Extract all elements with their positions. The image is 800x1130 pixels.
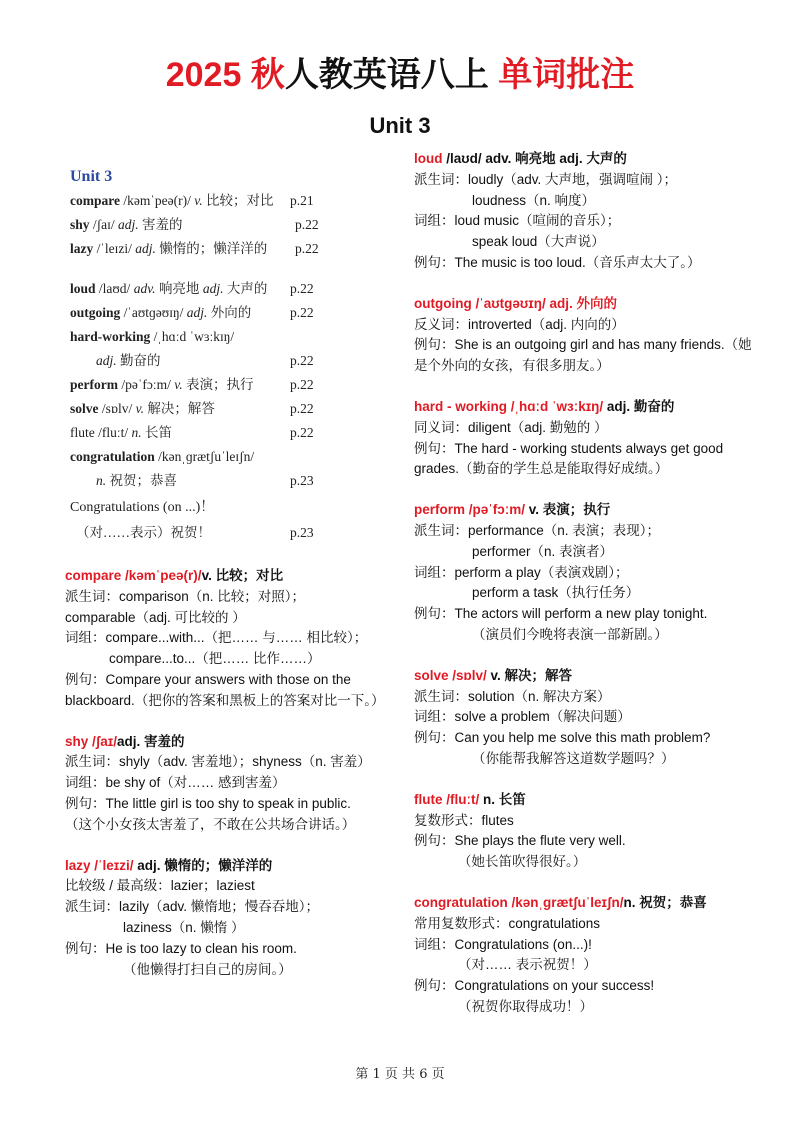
entries-right-column xyxy=(414,149,754,1018)
entry-shy: shy /ʃaɪ/adj. 害羞的 派生词：shyly（adv. 害羞地）；shyness（n. 害羞） 词组：be shy of（对…… 感到害羞） 例句：The little girl is too shy to speak in public. （这个小女孩太害羞了，不敢在公共场合讲话。） xyxy=(65,732,385,836)
entry-heading: loud /laʊd/ adv. 响亮地 adj. 大声的 xyxy=(414,151,627,166)
entry-heading: shy /ʃaɪ/adj. 害羞的 xyxy=(65,733,185,749)
vocab-row: Congratulations (on ...)！ xyxy=(70,500,215,515)
entry-heading: solve /sɒlv/ v. 解决；解答 xyxy=(414,667,573,683)
entry-heading: perform /pəˈfɔːm/ v. 表演；执行 xyxy=(414,502,611,518)
title-year: 2025 秋 xyxy=(165,56,285,94)
unit-title: Unit 3 xyxy=(369,113,431,138)
entry-perform: perform /pəˈfɔːm/ v. 表演；执行 派生词：performance（n. 表演；表现）； performer（n. 表演者） 词组：perform a play（表演戏剧）； perform a task（执行任务） 例句：The actors will perform a new play tonight. （演员们今晚将表演一部新剧。） xyxy=(414,500,754,646)
vocab-row: （对……表示）祝贺！ p.23 xyxy=(76,525,314,540)
entry-flute: flute /fluːt/ n. 长笛 复数形式：flutes 例句：She plays the flute very well. （她长笛吹得很好。） xyxy=(414,790,754,873)
vocab-row: perform /pəˈfɔːm/ v. 表演；执行 p.22 xyxy=(70,377,314,392)
entry-lazy: lazy /ˈleɪzi/ adj. 懒惰的；懒洋洋的 比较级 / 最高级：lazier；laziest 派生词：lazily（adv. 懒惰地；慢吞吞地）； laziness（n. 懒惰 ） 例句：He is too lazy to clean his room. （他懒得打扫自己的房间。） xyxy=(65,856,385,981)
vocab-row: lazy /ˈleɪzi/ adj. 懒惰的；懒洋洋的 p.22 xyxy=(70,241,319,256)
page-footer: 第 1 页 共 6 页 xyxy=(355,1067,445,1082)
entry-heading: lazy /ˈleɪzi/ adj. 懒惰的；懒洋洋的 xyxy=(65,857,273,873)
vocab-list xyxy=(70,165,340,545)
vocab-row: compare /kəmˈpeə(r)/ v. 比较；对比 p.21 xyxy=(70,193,314,208)
entry-heading: outgoing /ˈaʊtɡəʊɪŋ/ adj. 外向的 xyxy=(414,295,617,311)
title-topic: 单词批注 xyxy=(498,56,635,94)
vocab-row: solve /sɒlv/ v. 解决；解答 p.22 xyxy=(70,401,314,416)
entry-compare: compare /kəmˈpeə(r)/v. 比较；对比 派生词：comparison（n. 比较；对照）； comparable（adj. 可比较的 ） 词组：compare...with...（把…… 与…… 相比较）； compare...to...（把…… 比作……） 例句：Compare your answers with those on the blackboard.（把你的答案和黑板上的答案对比一下。） xyxy=(65,568,385,708)
entry-heading: congratulation /kənˌɡrætʃuˈleɪʃn/n. 祝贺；恭喜 xyxy=(414,894,707,910)
entry-loud: loud /laʊd/ adv. 响亮地 adj. 大声的 派生词：loudly（adv. 大声地，强调喧闹 ）； loudness（n. 响度） 词组：loud music（喧闹的音乐）； speak loud（大声说） 例句：The music is too loud.（音乐声太大了。） xyxy=(414,149,754,274)
vocab-row: shy /ʃaɪ/ adj. 害羞的 p.22 xyxy=(70,217,319,232)
vocab-row: congratulation /kənˌɡrætʃuˈleɪʃn/ xyxy=(70,449,255,464)
vocab-row: outgoing /ˈaʊtɡəʊɪŋ/ adj. 外向的 p.22 xyxy=(70,305,314,320)
vocab-row: loud /laʊd/ adv. 响亮地 adj. 大声的 p.22 xyxy=(70,281,314,296)
entry-hard-working: hard - working /ˌhɑːd ˈwɜːkɪŋ/ adj. 勤奋的 同义词：diligent（adj. 勤勉的 ） 例句：The hard - working students always get good grades.（勤奋的学生总是能取得好成绩。） xyxy=(414,397,754,480)
vocab-row: adj. 勤奋的 p.22 xyxy=(96,353,314,368)
vocab-row: n. 祝贺；恭喜 p.23 xyxy=(96,473,314,488)
entry-heading: hard - working /ˌhɑːd ˈwɜːkɪŋ/ adj. 勤奋的 xyxy=(414,398,675,414)
entry-congratulation: congratulation /kənˌɡrætʃuˈleɪʃn/n. 祝贺；恭喜 常用复数形式：congratulations 词组：Congratulations (on...)! （对…… 表示祝贺！） 例句：Congratulations on your success! （祝贺你取得成功！） xyxy=(414,893,754,1018)
entry-solve: solve /sɒlv/ v. 解决；解答 派生词：solution（n. 解决方案） 词组：solve a problem（解决问题） 例句：Can you help me solve this math problem? （你能帮我解答这道数学题吗？） xyxy=(414,666,754,770)
entry-heading: flute /fluːt/ n. 长笛 xyxy=(414,791,526,807)
vocab-row: flute /fluːt/ n. 长笛 p.22 xyxy=(70,425,314,440)
entry-outgoing: outgoing /ˈaʊtɡəʊɪŋ/ adj. 外向的 反义词：introverted（adj. 内向的） 例句：She is an outgoing girl and has many friends.（她是个外向的女孩，有很多朋友。） xyxy=(414,294,754,377)
vocab-heading: Unit 3 xyxy=(70,168,113,185)
page-title xyxy=(0,55,800,95)
vocab-row: hard-working /ˌhɑːd ˈwɜːkɪŋ/ xyxy=(70,329,235,344)
title-subject: 人教英语八上 xyxy=(284,56,499,94)
entries-left-column xyxy=(65,566,385,980)
entry-heading: compare /kəmˈpeə(r)/v. 比较；对比 xyxy=(65,568,284,583)
